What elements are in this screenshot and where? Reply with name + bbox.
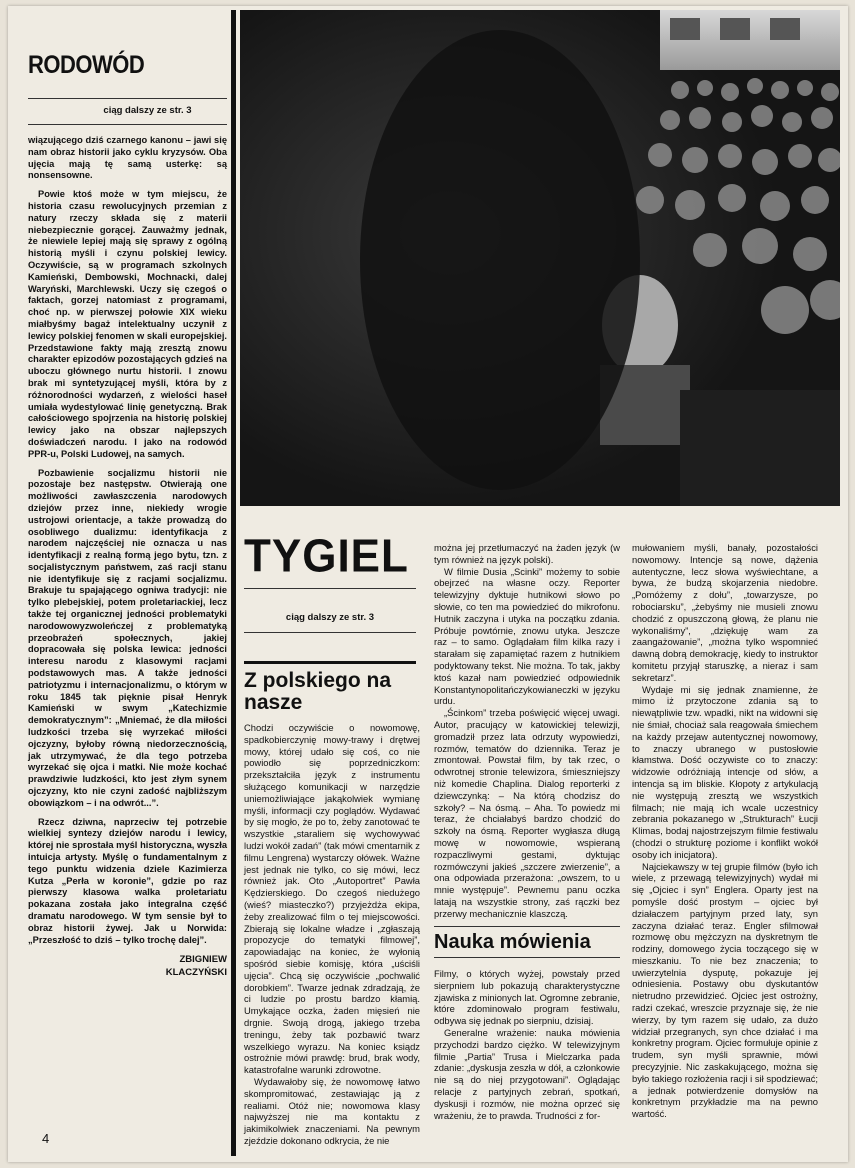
paragraph: Najciekawszy w tej grupie filmów (było ich wiele, z przewagą telewizyjnych) wydał mi się „Ojciec i syn” Englera. Oparty jest na pomyśle dość prostym – ojciec był działaczem partyjnym przed laty, syn zaczyna działać teraz. Engler sfilmował rozmowę obu mężczyzn na dyskretnym tle rodziny, domowego życia toczącego się w mieszkaniu. To nie bez znaczenia; to uwierzytelnia dysputę, pokazuje jej odniesienia. Postawy obu dyskutantów nietrudno przewidzieć. Ojciec jest ostrożny, radzi czekać, wreszcie przyznaje się, że nie wierzy, by tym razem się udało, za dużo widział przegranych, syn chce działać i ma konkretny program. Ojciec formułuje opinie z trudem, syn myśli sprawnie, mówi precyzyjnie. Nic zaskakującego, można się było takiego rozłożenia racji i sił spodziewać; a jednak potwierdzenie domysłów na konkretnym przykładzie ma na pewno wartość. bbox=[632, 860, 818, 1120]
author-signature bbox=[28, 953, 227, 979]
continued-divider bbox=[28, 124, 227, 125]
article-column-2-bottom bbox=[434, 968, 620, 1121]
paragraph: Rzecz dziwna, naprzeciw tej potrzebie wielkiej syntezy dziejów narodu i lewicy, której nie sprostała myśl historyczna, wyszła intuicja artysty. Myślę o fundamentalnym z tego punktu widzenia dziele Kazimierza Kutza „Perła w koronie”, gdzie po raz pierwszy klasowa walka proletariatu pokazana została jako integralna część dramatu narodowego. W tym sensie był to obraz historii żywej. Jak u Norwida: „Przeszłość to dziś – tylko trochę dalej”. bbox=[28, 816, 227, 945]
subhead-divider bbox=[244, 661, 416, 664]
article-column-3 bbox=[632, 542, 818, 1120]
article-column-2-top bbox=[434, 542, 620, 920]
left-article-body bbox=[28, 135, 227, 946]
title-divider bbox=[244, 588, 416, 589]
paragraph: wiązującego dziś czarnego kanonu – jawi się nam obraz historii jako cyklu kryzysów. Oba ujęcia mają tę samą usterkę: są nonsensowne. bbox=[28, 135, 227, 181]
continued-divider bbox=[244, 632, 416, 633]
crowd-photo bbox=[240, 10, 840, 506]
article-column-1 bbox=[244, 722, 420, 1147]
title-divider bbox=[28, 98, 227, 99]
paragraph: Wydawałoby się, że nowomowę łatwo skompromitować, zestawiając ją z realiami. Otóż nie; nowomowa klasy najwyższej nie ma kontaktu z jakimikolwiek znaczeniami. Na pewnym zjeździe dokonano odkrycia, że nie bbox=[244, 1075, 420, 1146]
page-number: 4 bbox=[42, 1131, 50, 1146]
continued-note: ciąg dalszy ze str. 3 bbox=[103, 105, 192, 116]
article-title: TYGIEL bbox=[244, 530, 409, 583]
paragraph: można jej przetłumaczyć na żaden język (w tym również na język polski). bbox=[434, 542, 620, 565]
magazine-page bbox=[8, 6, 848, 1162]
paragraph: W filmie Dusia „Scinki” możemy to sobie obejrzeć na własne oczy. Reporter telewizyjny dyktuje hutnikowi słowo po słowie, co ten ma powiedzieć do mikrofonu. Hutnik zaczyna i utyka na początku zdania. Próbuje powtórnie, znowu utyka. Jeszcze raz – to samo. Oglądałam film kilka razy i starałam się zapamiętać razem z hutnikiem podyktowany tekst. Nie można. To tak, jakby ktoś kazał nam powiedzieć odpowiednik Konstantynopolitańczykowianeczki w języku urdu. bbox=[434, 565, 620, 707]
paragraph: „Ścinkom” trzeba poświęcić więcej uwagi. Autor, pracujący w katowickiej telewizji, gromadził przez lata odrzuty wypowiedzi, rozmów, tematów do dziennika. Teraz je zmontował. Powstał film, by tak rzec, o odwrotnej stronie telewizora, śmieszniejszy niż komedie Chaplina. Dialog reporterki z dziewczynką: – Na którą chodzisz do szkoły? – Na ósmą. – Aha. To powiedz mi teraz, że chciałabyś bardzo chodzić do szkoły na ósmą. Reporter wygłasza długą mowę w nowomowie, wspieraną rozpaczliwymi gestami, dyktując rozmówczyni jakieś „szczere zwierzenie”, a ona odpowiada przerażona: „owszem, to u mnie występuje”. Pewnemu panu oczka latają na wszystkie strony, zaś rączki bez przerwy mechanicznie klaszczą. bbox=[434, 707, 620, 919]
crowd-photo-image bbox=[240, 10, 840, 506]
left-column bbox=[18, 10, 236, 1156]
continued-note: ciąg dalszy ze str. 3 bbox=[285, 612, 375, 623]
subhead-z-polskiego: Z polskiego na nasze bbox=[244, 669, 392, 714]
paragraph: Chodzi oczywiście o nowomowę, spadkobierczynię mowy-trawy i drętwej mowy, której udało się coś, co nie powiodło się poprzedniczkom: przekształciła język z instrumentu służącego komunikacji w narzędzie uniemożliwiające jakąkolwiek wymianę myśli, informacji czy poglądów. Wydawać by się mogło, że po to, żeby zanotować te wszystkie „staraliem się wychowywać ludzi wokół zadań” (tak mówi cmentarnik z filmu Lengrena) wystarczy ołówek. Ważne jest jednak nie tylko, co się mówi, lecz również jak. Oto „Autoportret” Pawła Kędzierskiego. Do czegoś niedużego (wieś? miasteczko?) przyjeżdża ekipa, żeby zrealizować film o tej miejscowości. Zbierają się lokalne władze i „zgłaszają propozycje do tematyki filmowej”, zapowiadając na koniec, że wyłonią spośród siebie komisję, która „uściśli ujęcia”. Chcą się oczywiście „pochwalić dorobkiem”. Twarze jednak zdradzają, że ci ludzie po prostu bardzo kłamią. Umykające oczka, żaden mięsień nie drgnie. Swoją drogą, jakiego trzeba treningu, żeby tak pozbawić twarz wszelkiego wyrazu. Na koniec ksiądz ostrożnie mówi prawdę: brud, brak wody, katastrofalne warunki zdrowotne. bbox=[244, 722, 420, 1076]
author-first-name: ZBIGNIEW bbox=[179, 954, 227, 966]
author-last-name: KLACZYŃSKI bbox=[165, 967, 227, 979]
subhead-nauka-mowienia: Nauka mówienia bbox=[434, 926, 620, 958]
paragraph: Pozbawienie socjalizmu historii nie pozostaje bez następstw. Otwierają one możliwości zawłaszczenia narodowych dziejów przez inne, niekiedy wrogie ustrojowi orientacje, a także prowadzą do osobliwego dualizmu: identyfikacja z narodem najczęściej nie oznacza u nas identyfikacji z realną formą jego bytu, tzn. z socjalistycznym państwem, zaś racji stanu nie identyfikuje się z racjami socjalizmu. Brakuje tu spajającego ogniwa tradycji: nie tylko plebejskiej, potem proletariackiej, lecz także tej organicznej jedności problematyki narodowowyzwoleńczej z problematyką przeobrażeń społecznych, jakiej dopracowała się polska lewica: jedności interesu narodu z klasowymi racjami podstawowych mas. A także jedności patriotyzmu i internacjonalizmu, o którym w roku 1845 tak pięknie pisał Henryk Kamieński w swym „Katechizmie demokratycznym”: „Mniemać, że dla miłości ludzkości trzeba się wyrzekać miłości ojczyzny, byłoby równą niedorzecznością, jak utrzymywać, że dla tego potrzeba wyrzekać się ojca i matki. Nie może kochać prawdziwie ludzkości, kto jest złym synem ojczyzny, kto nie czyni zadość najbliższym obowiązkom – i na odwrót...”. bbox=[28, 467, 227, 808]
paragraph: mułowaniem myśli, banały, pozostałości nowomowy. Intencje są nowe, dążenia autentyczne, lecz słowa wyświechtane, a bywa, że budzą skojarzenia niedobre. „Pomóżemy z dołu”, „towarzysze, po robociarsku”, „żebyśmy nie musieli znowu chodzić z opuszczoną głową, że planu nie wykonaliśmy”, „dziękuję wam za zaangażowanie”, „można tylko wspomnieć dawną dobrą demokrację, kiedy to instruktor komitetu przyjął staruszkę, a nieraz i sam sekretarz”. bbox=[632, 542, 818, 683]
section-title: RODOWÓD bbox=[28, 50, 145, 79]
paragraph: Wydaje mi się jednak znamienne, że mimo iż przytoczone zdania są to niewątpliwie tzw. wpadki, nikt na widowni się nie śmiał, chociaż sala reagowała śmiechem na każdy przejaw autentycznej nowomowy, to znaczy ubranego w pustosłowie kłamstwa. Dość oczywiste co to znaczy: widzowie odróżniają intencje od słów, a intencja są im bliskie. Kłopoty z artykulacją nie występują zresztą we wszystkich filmach; nie mają ich wcale uczestnicy zebrania pokazanego w „Strukturach” Łucji Klimas, bodaj najostrzejszym filmie festiwalu (chodzi o strukturę poziome i konflikt wokół osoby ich inicjatora). bbox=[632, 683, 818, 860]
paragraph: Powie ktoś może w tym miejscu, że historia czasu rewolucyjnych przemian z natury rzeczy składa się z materii niebezpiecznie gorącej. Zauważmy jednak, że niewiele lepiej mają się sprawy z ogólną historią myśli i czynu polskiej lewicy. Oczywiście, są w programach szkolnych Kamieński, Dembowski, Mochnacki, dalej Waryński, Marchlewski. Uczy się czegoś o faktach, gorzej natomiast z programami, choć np. w pierwszej połowie XIX wieku miałbyśmy bagaż intelektualny uczynił z lewicy polskiej fenomen w skali europejskiej. Przedstawione fakty mają zresztą znowu charakter epizodów pozostających gdzieś na uboczu głównego nurtu historii. I znowu brak mi syntetyzującej myśli, która by z różnorodności wydarzeń, z wielości haseł umiała wydestylować linię genetyczną. Brak całościowego spojrzenia na historię polskiej lewicy jako na obszar najlepszych doświadczeń narodu. I jako na rodowód PPR-u, Polski Ludowej, na samych. bbox=[28, 189, 227, 459]
paragraph: Generalne wrażenie: nauka mówienia przychodzi bardzo ciężko. W telewizyjnym filmie „Partia” Trusa i Mielczarka pada zdanie: „dyskusja zeszła w dół, a członkowie nie są do niej przygotowani”. Oglądając relacje z partyjnych zebrań, spotkań, dyskusji i rozmów, nie można oprzeć się wrażeniu, że to prawda. Trudności z for- bbox=[434, 1026, 620, 1121]
paragraph: Filmy, o których wyżej, powstały przed sierpniem lub pokazują charakterystyczne zjawiska z minionych lat. Ogromne zebranie, które zdominowało program festiwalu, odbywa się jednak po sierpniu, dzisiaj. bbox=[434, 968, 620, 1027]
